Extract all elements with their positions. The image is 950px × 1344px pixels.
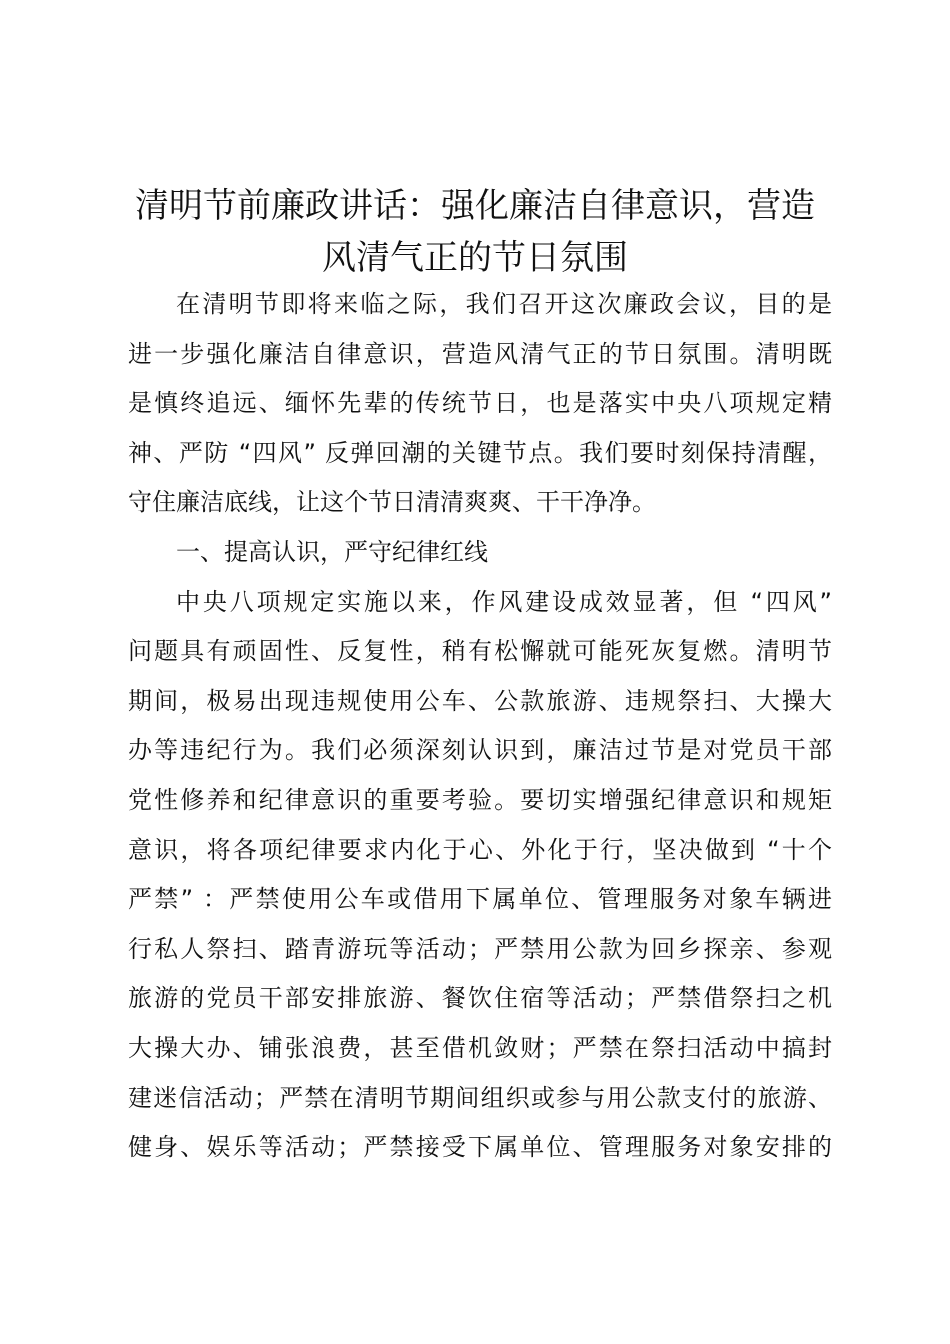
paragraph-line: 办等违纪行为。我们必须深刻认识到，廉洁过节是对党员干部 (128, 736, 832, 765)
document-title (110, 180, 840, 284)
paragraph-line: 建迷信活动；严禁在清明节期间组织或参与用公款支付的旅游、 (128, 1083, 832, 1112)
paragraph-line: 严禁” ：严禁使用公车或借用下属单位、管理服务对象车辆进 (128, 885, 832, 914)
document-body (128, 280, 832, 1173)
title-line: 风清气正的节日氛围 (322, 238, 628, 278)
paragraph-line: 神、严防 “四风” 反弹回潮的关键节点。我们要时刻保持清醒， (128, 438, 832, 467)
paragraph-line: 进一步强化廉洁自律意识，营造风清气正的节日氛围。清明既 (128, 339, 832, 368)
title-line: 清明节前廉政讲话：强化廉洁自律意识，营造 (135, 186, 815, 226)
section-heading (128, 528, 832, 578)
paragraph-line: 问题具有顽固性、反复性，稍有松懈就可能死灰复燃。清明节 (128, 637, 832, 666)
paragraph-line: 是慎终追远、缅怀先辈的传统节日，也是落实中央八项规定精 (128, 389, 832, 418)
paragraph-line: 大操大办、铺张浪费，甚至借机敛财；严禁在祭扫活动中搞封 (128, 1033, 832, 1062)
paragraph-line: 守住廉洁底线，让这个节日清清爽爽、干干净净。 (128, 488, 656, 517)
paragraph-line: 中央八项规定实施以来，作风建设成效显著，但 “四风” (176, 587, 832, 616)
paragraph-line: 旅游的党员干部安排旅游、餐饮住宿等活动；严禁借祭扫之机 (128, 984, 832, 1013)
paragraph-line: 健身、娱乐等活动；严禁接受下属单位、管理服务对象安排的 (128, 1133, 832, 1162)
paragraph-line: 党性修养和纪律意识的重要考验。要切实增强纪律意识和规矩 (128, 785, 832, 814)
intro-paragraph (128, 280, 832, 528)
paragraph-line: 期间，极易出现违规使用公车、公款旅游、违规祭扫、大操大 (128, 686, 832, 715)
section-paragraph (128, 578, 832, 1173)
paragraph-line: 行私人祭扫、踏青游玩等活动；严禁用公款为回乡探亲、参观 (128, 934, 832, 963)
paragraph-line: 在清明节即将来临之际，我们召开这次廉政会议，目的是 (176, 290, 832, 318)
paragraph-line: 意识，将各项纪律要求内化于心、外化于行，坚决做到 “十个 (128, 835, 832, 864)
section-heading-text: 一、提高认识，严守纪律红线 (176, 537, 488, 566)
